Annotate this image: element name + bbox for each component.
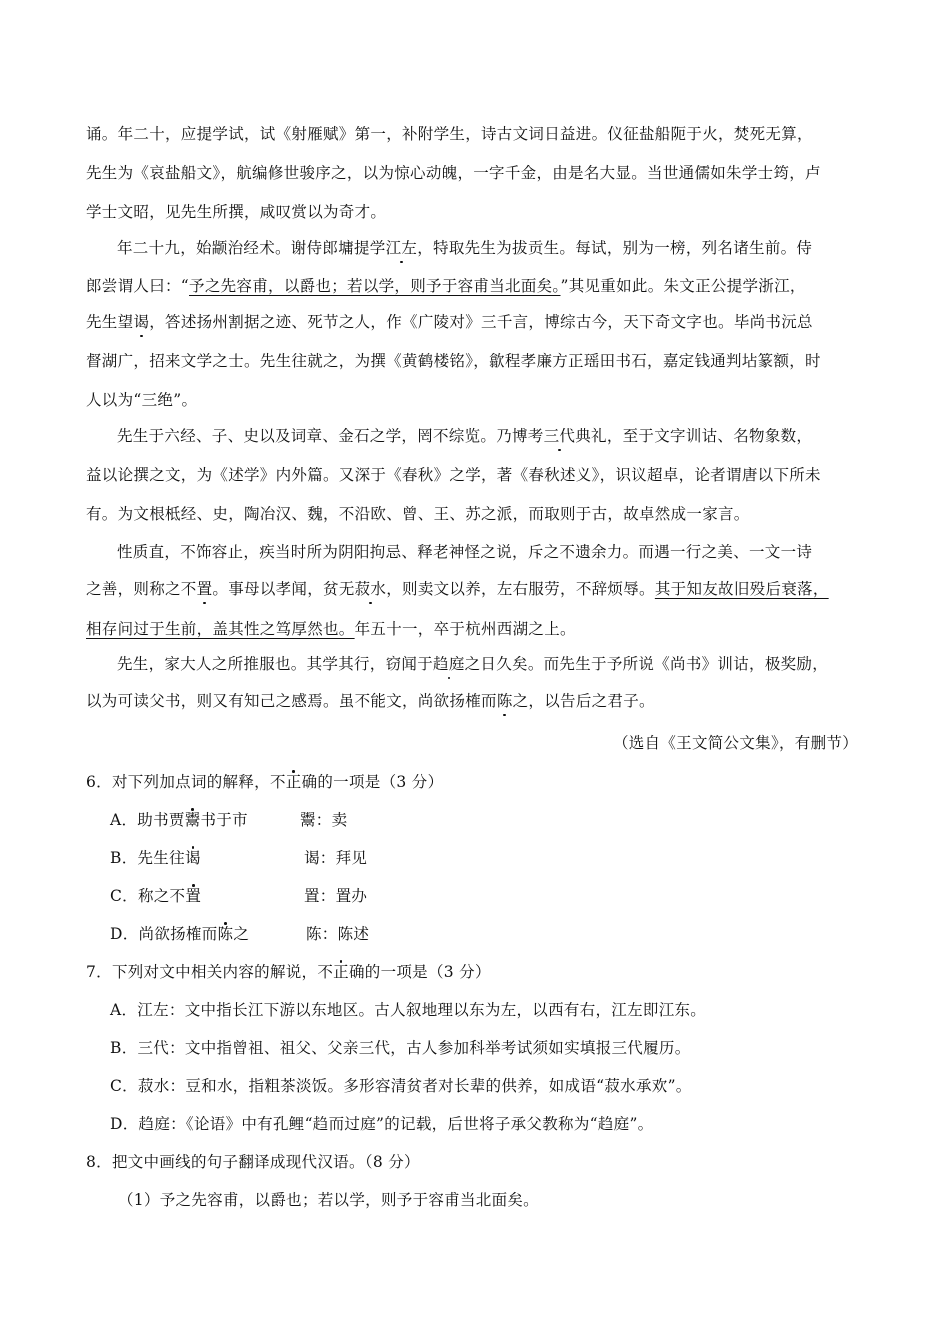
dotted-word: 陈 <box>496 692 513 710</box>
dotted-word: 谒 <box>184 849 201 867</box>
dotted-word: 陈 <box>217 925 234 943</box>
passage-line: 之善，则称之不置。事母以孝闻，贫无菽水，则卖文以养，左右服劳，不辞烦辱。其于知友故旧殁后衰落， <box>86 580 829 598</box>
dotted-word: 置 <box>196 580 213 598</box>
dotted-word: 鬻 <box>184 811 201 829</box>
question-6-option-c: C．称之不置 置：置办 <box>110 887 368 905</box>
question-7-option-a: A．江左：文中指长江下游以东地区。古人叙地理以东为左，以西有右，江左即江东。 <box>110 1001 707 1019</box>
question-8-stem: 8．把文中画线的句子翻译成现代汉语。（8 分） <box>86 1153 420 1171</box>
dotted-word: 置 <box>185 887 202 905</box>
passage-line: 督湖广，招来文学之士。先生往就之，为撰《黄鹤楼铭》，歙程孝廉方正瑶田书石，嘉定钱通判坫篆额，时 <box>86 352 821 370</box>
dotted-word: 三代 <box>543 427 576 445</box>
question-7-option-b: B．三代：文中指曾祖、祖父、父亲三代，古人参加科举考试须如实填报三代履历。 <box>110 1039 691 1057</box>
passage-line: 以为可读父书，则又有知己之感焉。虽不能文，尚欲扬榷而陈之，以告后之君子。 <box>86 692 655 710</box>
passage-line: 先生，家大人之所推服也。其学其行，窃闻于趋庭之日久矣。而先生于予所说《尚书》训诂，极奖励， <box>117 655 829 673</box>
question-8-item-1: （1）予之先容甫，以爵也；若以学，则予于容甫当北面矣。 <box>118 1191 539 1209</box>
question-6-option-b: B．先生往谒 谒：拜见 <box>110 849 368 867</box>
question-6-stem: 6．对下列加点词的解释，不正确的一项是（3 分） <box>86 773 444 791</box>
passage-line: 相存问过于生前，盖其性之笃厚然也。年五十一，卒于杭州西湖之上。 <box>86 620 576 638</box>
passage-line: 性质直，不饰容止，疾当时所为阴阳拘忌、释老神怪之说，斥之不遗余力。而遇一行之美、一文一诗 <box>117 543 813 561</box>
passage-line: 郎尝谓人曰：“予之先容甫，以爵也；若以学，则予于容甫当北面矣。”其见重如此。朱文正公提学浙江， <box>86 277 806 295</box>
passage-line: 益以论撰之文，为《述学》内外篇。又深于《春秋》之学，著《春秋述义》，识议超卓，论者谓唐以下所未 <box>86 466 821 484</box>
dotted-word: 菽水 <box>354 580 387 598</box>
dotted-word: 不正确 <box>317 963 365 981</box>
question-6-option-d: D．尚欲扬榷而陈之 陈：陈述 <box>110 925 370 943</box>
passage-line: 诵。年二十，应提学试，试《射雁赋》第一，补附学生，诗古文词日益进。仪征盐船阨于火，焚死无算， <box>86 125 813 143</box>
underlined-sentence: 予之先容甫，以爵也；若以学，则予于容甫当北面矣。 <box>189 277 561 295</box>
passage-line: 先生于六经、子、史以及词章、金石之学，罔不综览。乃博考三代典礼，至于文字训诂、名物象数， <box>117 427 813 445</box>
question-6-option-a: A．助书贾鬻书于市 鬻：卖 <box>110 811 348 829</box>
passage-line: 有。为文根柢经、史，陶冶汉、魏，不沿欧、曾、王、苏之派，而取则于古，故卓然成一家言。 <box>86 505 750 523</box>
question-7-option-d: D．趋庭：《论语》中有孔鲤“趋而过庭”的记载，后世将子承父教称为“趋庭”。 <box>110 1115 654 1133</box>
source-note: （选自《王文简公文集》，有删节） <box>612 734 858 752</box>
passage-line: 先生为《哀盐船文》，航编修世骏序之，以为惊心动魄，一字千金，由是名大显。当世通儒如朱学士筠，卢 <box>86 164 821 182</box>
dotted-word: 谒 <box>133 313 150 331</box>
underlined-sentence: 其于知友故旧殁后衰落， <box>654 580 829 598</box>
dotted-word: 江左 <box>385 239 418 257</box>
question-7-option-c: C．菽水：豆和水，指粗茶淡饭。多形容清贫者对长辈的供养，如成语“菽水承欢”。 <box>110 1077 692 1095</box>
passage-line: 年二十九，始颛治经术。谢侍郎墉提学江左，特取先生为拔贡生。每试，别为一榜，列名诸生前。侍 <box>117 239 813 257</box>
dotted-word: 不正确 <box>269 773 318 791</box>
passage-line: 先生望谒，答述扬州割据之迹、死节之人，作《广陵对》三千言，博综古今，天下奇文字也。毕尚书沅总 <box>86 313 813 331</box>
dotted-word: 趋庭 <box>433 655 465 673</box>
underlined-sentence: 相存问过于生前，盖其性之笃厚然也。 <box>86 620 355 638</box>
passage-line: 人以为“三绝”。 <box>86 391 198 409</box>
passage-line: 学士文昭，见先生所撰，咸叹赏以为奇才。 <box>86 203 387 221</box>
question-7-stem: 7．下列对文中相关内容的解说，不正确的一项是（3 分） <box>86 963 491 981</box>
